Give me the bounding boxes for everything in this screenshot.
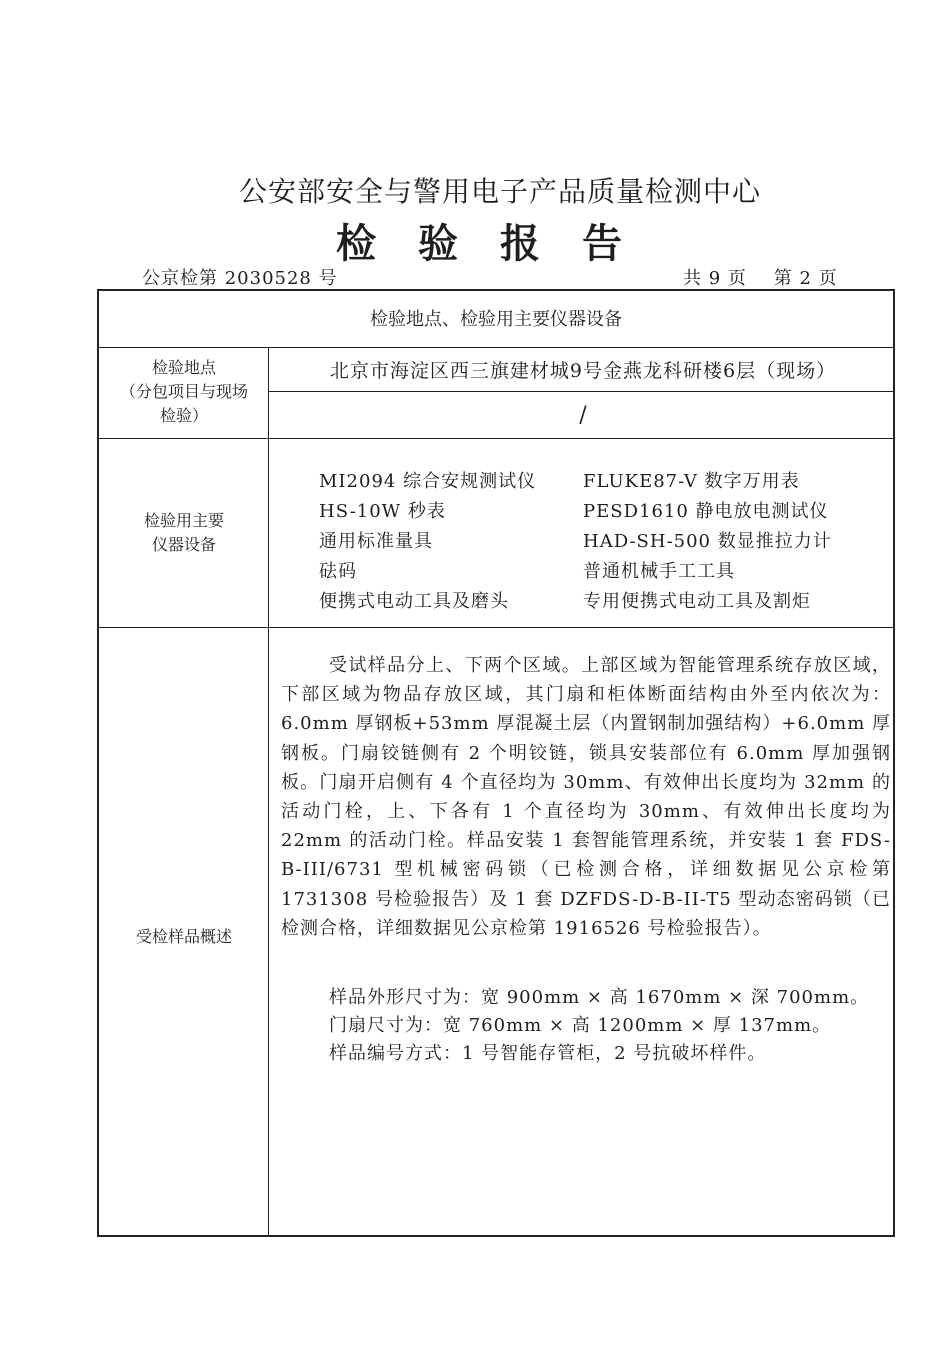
- equipment-item: MI2094 综合安规测试仪: [319, 471, 537, 492]
- equipment-label-line: 仪器设备: [151, 535, 216, 554]
- location-value: 北京市海淀区西三旗建材城9号金燕龙科研楼6层（现场）: [329, 360, 837, 382]
- location-label-line: 检验）: [159, 406, 208, 425]
- sample-numbering: 样品编号方式：1 号智能存管柜，2 号抗破坏样件。: [329, 1043, 767, 1064]
- equipment-item: 砝码: [319, 561, 357, 582]
- section-title: 检验地点、检验用主要仪器设备: [370, 309, 622, 330]
- report-title: 检验报告: [336, 220, 664, 267]
- row-divider: [269, 391, 893, 392]
- equipment-item: 便携式电动工具及磨头: [319, 591, 509, 612]
- equipment-item: FLUKE87-V 数字万用表: [583, 471, 800, 492]
- column-divider: [268, 348, 269, 1237]
- report-number: 公京检第 2030528 号: [142, 268, 338, 289]
- equipment-item: 普通机械手工工具: [583, 561, 735, 582]
- sample-label: 受检样品概述: [135, 927, 232, 946]
- equipment-label-line: 检验用主要: [143, 511, 224, 530]
- sample-size: 样品外形尺寸为：宽 900mm × 高 1670mm × 深 700mm。: [329, 987, 870, 1008]
- row-divider: [99, 347, 893, 348]
- equipment-item: HAD-SH-500 数显推拉力计: [583, 531, 832, 552]
- sample-description: 受试样品分上、下两个区域。上部区域为智能管理系统存放区域，下部区域为物品存放区域，其门扇和柜体断面结构由外至内依次为：6.0mm 厚钢板+53mm 厚混凝土层（内置钢制加强结构）+6.0mm 厚钢板。门扇铰链侧有 2 个明铰链，锁具安装部位有 6.0mm 厚加强钢板。门扇开启侧有 4 个直径均为 30mm、有效伸出长度均为 32mm 的活动门栓，上、下各有 1 个直径均为 30mm、有效伸出长度均为 22mm 的活动门栓。样品安装 1 套智能管理系统，并安装 1 套 FDS-B-III/6731 型机械密码锁（已检测合格，详细数据见公京检第 1731308 号检验报告）及 1 套 DZFDS-D-B-II-T5 型动态密码锁（已检测合格，详细数据见公京检第 1916526 号检验报告）。: [281, 655, 891, 939]
- equipment-item: 通用标准量具: [319, 531, 433, 552]
- equipment-item: PESD1610 静电放电测试仪: [583, 501, 829, 522]
- report-table: [97, 289, 895, 1237]
- equipment-item: 专用便携式电动工具及割炬: [583, 591, 811, 612]
- row-divider: [99, 627, 893, 628]
- location-label: [99, 356, 269, 428]
- location-label-line: （分包项目与现场: [119, 382, 248, 401]
- location-sub-value: /: [579, 403, 587, 428]
- equipment-label: [99, 509, 269, 557]
- page-info: 共 9 页 第 2 页: [683, 268, 838, 289]
- door-size: 门扇尺寸为：宽 760mm × 高 1200mm × 厚 137mm。: [329, 1015, 832, 1036]
- organization-name: 公安部安全与警用电子产品质量检测中心: [238, 175, 761, 208]
- row-divider: [99, 438, 893, 439]
- equipment-item: HS-10W 秒表: [319, 501, 446, 522]
- location-label-line: 检验地点: [151, 358, 216, 377]
